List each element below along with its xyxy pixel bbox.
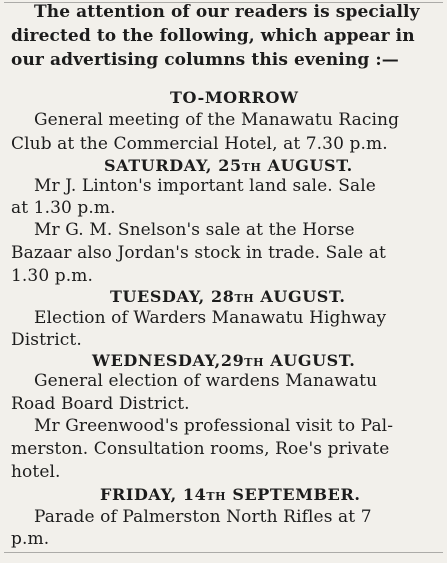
intro-line-1: The attention of our readers is specially (34, 2, 420, 22)
bottom-rule (4, 552, 443, 553)
notice-line: District. (11, 330, 82, 350)
notice-line: Mr G. M. Snelson's sale at the Horse (34, 220, 355, 240)
notice-line: 1.30 p.m. (11, 266, 93, 286)
intro-line-3: our advertising columns this evening :— (11, 50, 399, 70)
section-heading-tomorrow: TO-MORROW (170, 88, 299, 107)
notice-line: Bazaar also Jordan's stock in trade. Sale at (11, 243, 386, 263)
notice-line: hotel. (11, 462, 61, 482)
notice-line: Parade of Palmerston North Rifles at 7 (34, 507, 372, 527)
notice-line: Mr Greenwood's professional visit to Pal- (34, 416, 394, 436)
notice-line: p.m. (11, 529, 50, 549)
section-heading-saturday: SATURDAY, 25th AUGUST. (104, 156, 353, 175)
section-heading-wednesday: WEDNESDAY,29th AUGUST. (92, 351, 356, 370)
notice-line: Mr J. Linton's important land sale. Sale (34, 176, 376, 196)
notice-line: Election of Warders Manawatu Highway (34, 308, 387, 328)
notice-line: Club at the Commercial Hotel, at 7.30 p.m. (11, 134, 388, 154)
notice-line: Road Board District. (11, 394, 190, 414)
notice-line: General meeting of the Manawatu Racing (34, 110, 400, 130)
section-heading-friday: FRIDAY, 14th SEPTEMBER. (100, 485, 361, 504)
notice-line: General election of wardens Manawatu (34, 371, 378, 391)
intro-line-2: directed to the following, which appear in (11, 26, 415, 46)
notice-line: at 1.30 p.m. (11, 198, 116, 218)
notice-line: merston. Consultation rooms, Roe's private (11, 439, 390, 459)
section-heading-tuesday: TUESDAY, 28th AUGUST. (110, 287, 346, 306)
